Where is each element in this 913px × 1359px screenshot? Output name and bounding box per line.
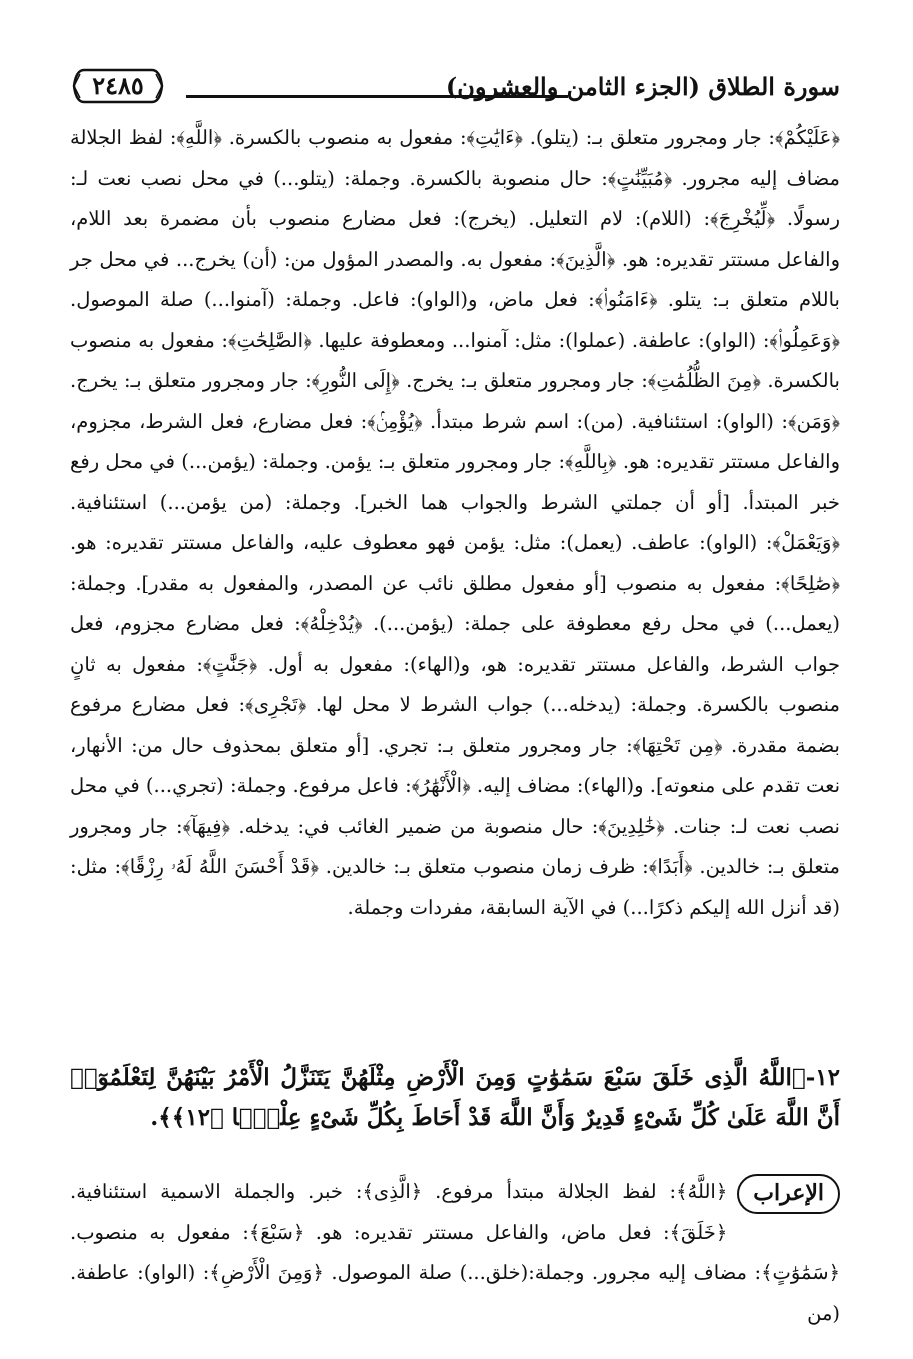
page-number: ٢٤٨٥ (92, 71, 144, 100)
irab-text: ﴿اللَّهُ﴾: لفظ الجلالة مبتدأ مرفوع. ﴿الَّذِى﴾: خبر. والجملة الاسمية استئنافية. ﴿خَلَقَ﴾: فعل ماض، والفاعل مستتر تقديره: هو. ﴿سَبْعَ﴾: مفعول به منصوب. ﴿سَمَٰوَٰتٍ﴾: مضاف إليه مجرور. وجملة:(خلق...) صلة الموصول. ﴿وَمِنَ الْأَرْضِ﴾: (الواو): عاطفة. (من (70, 1180, 840, 1325)
running-title: سورة الطلاق (الجزء الثامن والعشرون) (445, 72, 840, 101)
page-number-badge (70, 66, 166, 106)
quran-verse: ١٢-﴿اللَّهُ الَّذِى خَلَقَ سَبْعَ سَمَٰوَٰتٍ وَمِنَ الْأَرْضِ مِثْلَهُنَّ يَتَنَزَّلُ الْأَمْرُ بَيْنَهُنَّ لِتَعْلَمُوٓا۟ أَنَّ اللَّهَ عَلَىٰ كُلِّ شَىْءٍ قَدِيرٌ وَأَنَّ اللَّهَ قَدْ أَحَاطَ بِكُلِّ شَىْءٍ عِلْمًۢا ﴿١٢﴾﴾. (70, 1064, 840, 1131)
commentary-text (70, 118, 840, 928)
paragraph: ﴿عَلَيْكُمْ﴾: جار ومجرور متعلق بـ: (يتلو). ﴿ءَايَٰتِ﴾: مفعول به منصوب بالكسرة. ﴿اللَّهِ﴾: لفظ الجلالة مضاف إليه مجرور. ﴿مُبَيِّنَٰتٍ﴾: حال منصوبة بالكسرة. وجملة: (يتلو...) في محل نصب نعت لـ: رسولًا. ﴿لِّيُخْرِجَ﴾: (اللام): لام التعليل. (يخرج): فعل مضارع منصوب بأن مضمرة بعد اللام، والفاعل مستتر تقديره: هو. ﴿الَّذِينَ﴾: مفعول به. والمصدر المؤول من: (أن) يخرج... في محل جر باللام متعلق بـ: يتلو. ﴿ءَامَنُوا۟﴾: فعل ماض، و(الواو): فاعل. وجملة: (آمنوا...) صلة الموصول. ﴿وَعَمِلُوا۟﴾: (الواو): عاطفة. (عملوا): مثل: آمنوا... ومعطوفة عليها. ﴿الصَّٰلِحَٰتِ﴾: مفعول به منصوب بالكسرة. ﴿مِنَ الظُّلُمَٰتِ﴾: جار ومجرور متعلق بـ: يخرج. ﴿إِلَى النُّورِ﴾: جار ومجرور متعلق بـ: يخرج. ﴿وَمَن﴾: (الواو): استئنافية. (من): اسم شرط مبتدأ. ﴿يُؤْمِنۢ﴾: فعل مضارع، فعل الشرط، مجزوم، والفاعل مستتر تقديره: هو. ﴿بِاللَّهِ﴾: جار ومجرور متعلق بـ: يؤمن. وجملة: (يؤمن...) في محل رفع خبر المبتدأ. [أو أن جملتي الشرط والجواب هما الخبر]. وجملة: (من يؤمن...) استئنافية. ﴿وَيَعْمَلْ﴾: (الواو): عاطف. (يعمل): مثل: يؤمن فهو معطوف عليه، والفاعل مستتر تقديره: هو. ﴿صَٰلِحًا﴾: مفعول به منصوب [أو مفعول مطلق نائب عن المصدر، والمفعول به مقدر]. وجملة: (يعمل...) في محل رفع معطوفة على جملة: (يؤمن...). ﴿يُدْخِلْهُ﴾: فعل مضارع مجزوم، فعل جواب الشرط، والفاعل مستتر تقديره: هو، و(الهاء): مفعول به أول. ﴿جَنَّٰتٍ﴾: مفعول به ثانٍ منصوب بالكسرة. وجملة: (يدخله...) جواب الشرط لا محل لها. ﴿تَجْرِى﴾: فعل مضارع مرفوع بضمة مقدرة. ﴿مِن تَحْتِهَا﴾: جار ومجرور متعلق بـ: تجري. [أو متعلق بمحذوف حال من: الأنهار، نعت تقدم على منعوته]. و(الهاء): مضاف إليه. ﴿الْأَنْهَٰرُ﴾: فاعل مرفوع. وجملة: (تجري...) في محل نصب نعت لـ: جنات. ﴿خَٰلِدِينَ﴾: حال منصوبة من ضمير الغائب في: يدخله. ﴿فِيهَآ﴾: جار ومجرور متعلق بـ: خالدين. ﴿أَبَدًا﴾: ظرف زمان منصوب متعلق بـ: خالدين. ﴿قَدْ أَحْسَنَ اللَّهُ لَهُۥ رِزْقًا﴾: مثل: (قد أنزل الله إليكم ذكرًا...) في الآية السابقة، مفردات وجملة. (70, 126, 840, 919)
page-header (70, 58, 840, 118)
irab-label: الإعراب (737, 1174, 840, 1214)
irab-section (70, 1172, 840, 1334)
